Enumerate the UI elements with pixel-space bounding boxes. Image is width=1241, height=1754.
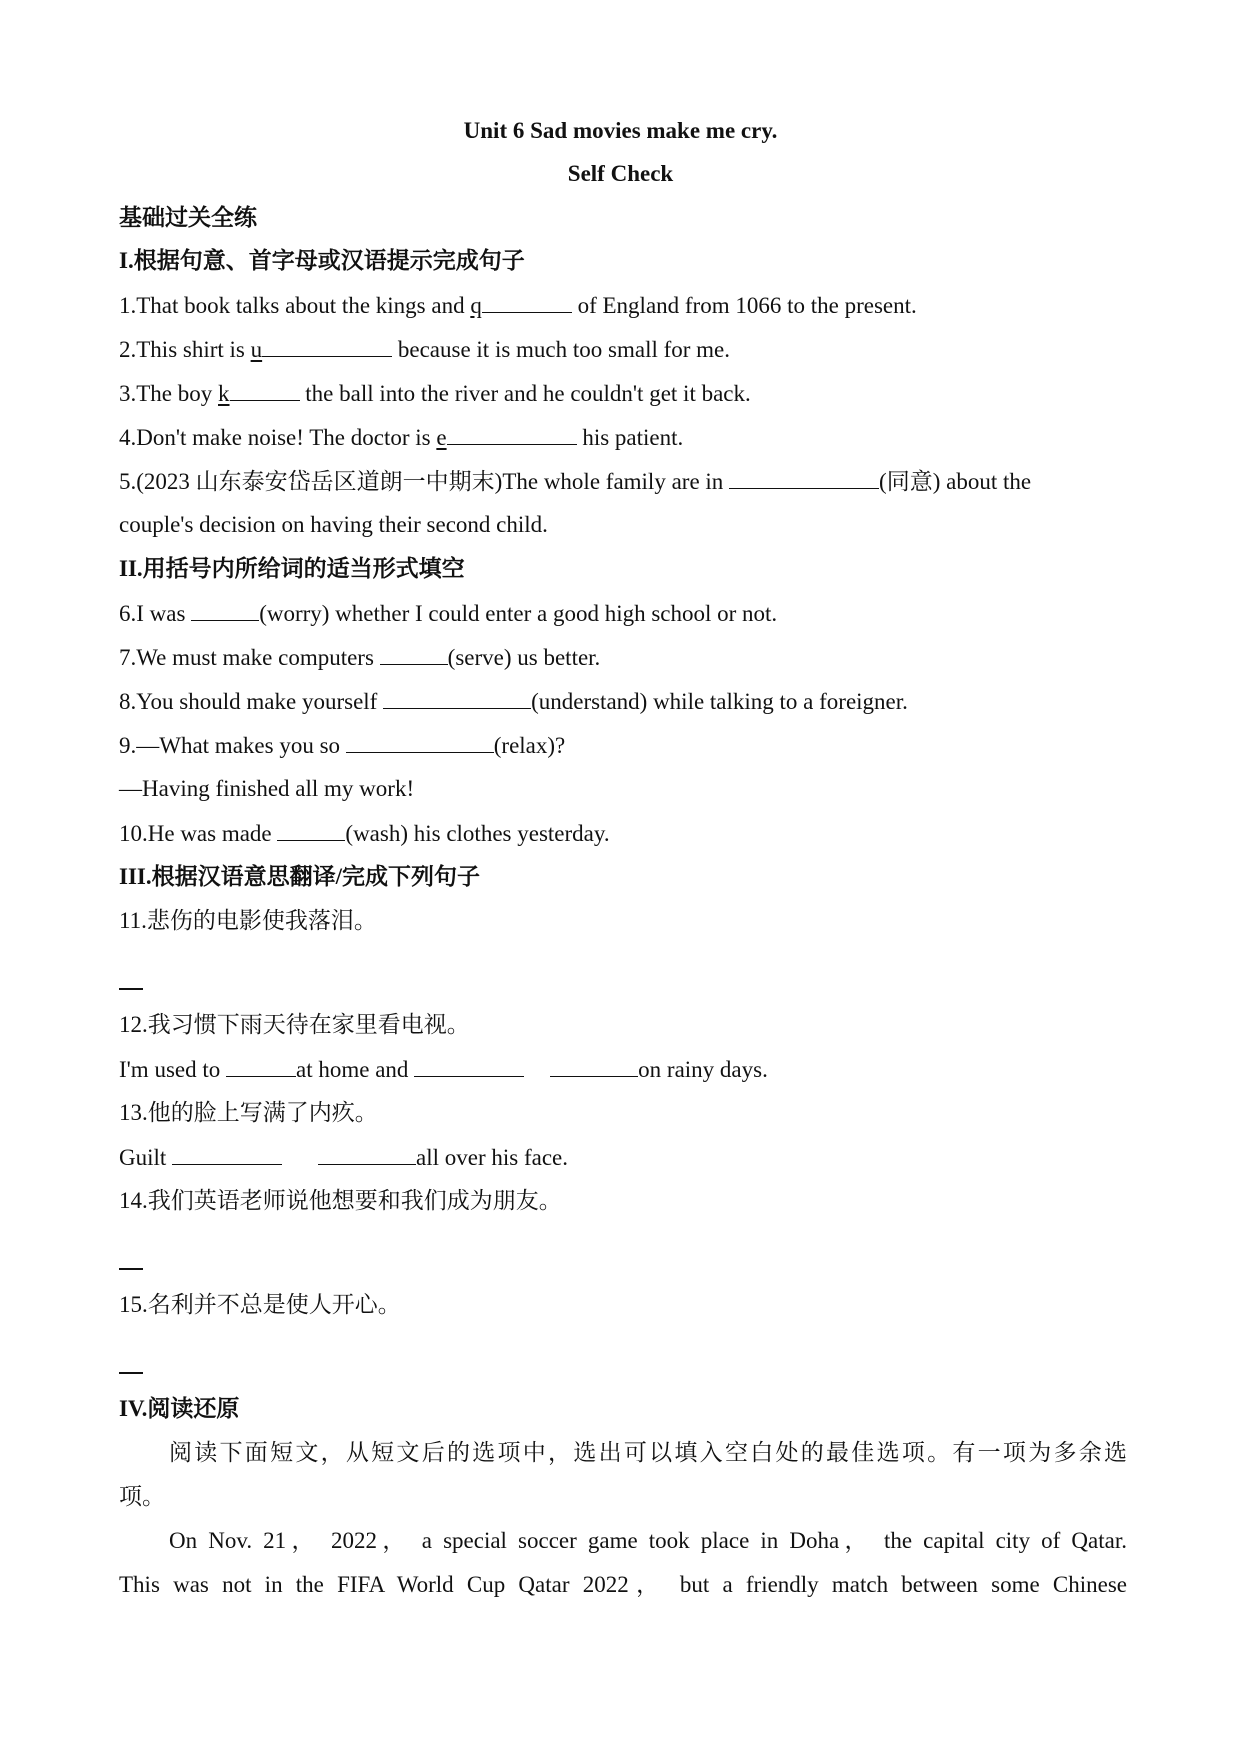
question-9-reply: —Having finished all my work! <box>119 776 415 801</box>
page-subtitle: Self Check <box>567 161 674 186</box>
answer-dash[interactable] <box>119 1268 143 1270</box>
question-1: 1.That book talks about the kings and q of England from 1066 to the present. <box>119 290 1127 321</box>
question-9: 9.—What makes you so (relax)? <box>119 730 1127 761</box>
section-3-title: III.根据汉语意思翻译/完成下列句子 <box>119 864 480 889</box>
answer-blank[interactable] <box>447 422 577 445</box>
hint-letter: k <box>218 381 230 406</box>
practice-heading: 基础过关全练 <box>119 205 257 230</box>
answer-blank[interactable] <box>277 818 345 841</box>
answer-blank[interactable] <box>380 642 448 665</box>
hint-letter: q <box>470 293 482 318</box>
question-14: 14.我们英语老师说他想要和我们成为朋友。 <box>119 1188 562 1213</box>
hint-letter: e <box>436 425 447 450</box>
question-10: 10.He was made (wash) his clothes yesterday. <box>119 818 1127 849</box>
question-3: 3.The boy k the ball into the river and he couldn't get it back. <box>119 378 1127 409</box>
question-5-continued: couple's decision on having their second child. <box>119 512 548 537</box>
answer-blank[interactable] <box>346 730 494 753</box>
question-7: 7.We must make computers (serve) us better. <box>119 642 1127 673</box>
question-4: 4.Don't make noise! The doctor is e his patient. <box>119 422 1127 453</box>
question-5: 5.(2023 山东泰安岱岳区道朗一中期末)The whole family are in (同意) about the <box>119 466 1127 497</box>
answer-blank[interactable] <box>191 598 259 621</box>
answer-blank[interactable] <box>414 1054 524 1077</box>
answer-blank[interactable] <box>226 1054 296 1077</box>
answer-dash[interactable] <box>119 988 143 990</box>
question-13: 13.他的脸上写满了内疚。 <box>119 1100 378 1125</box>
answer-blank[interactable] <box>172 1142 282 1165</box>
section-1-title: I.根据句意、首字母或汉语提示完成句子 <box>119 248 525 273</box>
question-11: 11.悲伤的电影使我落泪。 <box>119 908 377 933</box>
instructions-line-1: 阅读下面短文，从短文后的选项中，选出可以填入空白处的最佳选项。有一项为多余选 <box>169 1440 1127 1465</box>
answer-blank[interactable] <box>482 290 572 313</box>
question-12: 12.我习惯下雨天待在家里看电视。 <box>119 1012 470 1037</box>
instructions-line-2: 项。 <box>119 1484 165 1509</box>
question-2: 2.This shirt is u because it is much too small for me. <box>119 334 1127 365</box>
question-8: 8.You should make yourself (understand) while talking to a foreigner. <box>119 686 1127 717</box>
answer-blank[interactable] <box>550 1054 638 1077</box>
answer-dash[interactable] <box>119 1372 143 1374</box>
section-4-title: IV.阅读还原 <box>119 1396 240 1421</box>
question-12-sentence: I'm used to at home and on rainy days. <box>119 1054 1127 1085</box>
passage-line-2: This was not in the FIFA World Cup Qatar 2022， but a friendly match between some Chinese <box>119 1572 1127 1597</box>
passage-line-1: On Nov. 21， 2022， a special soccer game took place in Doha， the capital city of Qatar. <box>169 1528 1127 1553</box>
question-15: 15.名利并不总是使人开心。 <box>119 1292 401 1317</box>
question-6: 6.I was (worry) whether I could enter a good high school or not. <box>119 598 1127 629</box>
unit-title: Unit 6 Sad movies make me cry. <box>463 118 778 143</box>
answer-blank[interactable] <box>383 686 531 709</box>
answer-blank[interactable] <box>230 378 300 401</box>
answer-blank[interactable] <box>318 1142 416 1165</box>
answer-blank[interactable] <box>729 466 879 489</box>
hint-letter: u <box>250 337 263 362</box>
question-13-sentence: Guilt all over his face. <box>119 1142 1127 1173</box>
section-2-title: II.用括号内所给词的适当形式填空 <box>119 556 465 581</box>
answer-blank[interactable] <box>262 334 392 357</box>
